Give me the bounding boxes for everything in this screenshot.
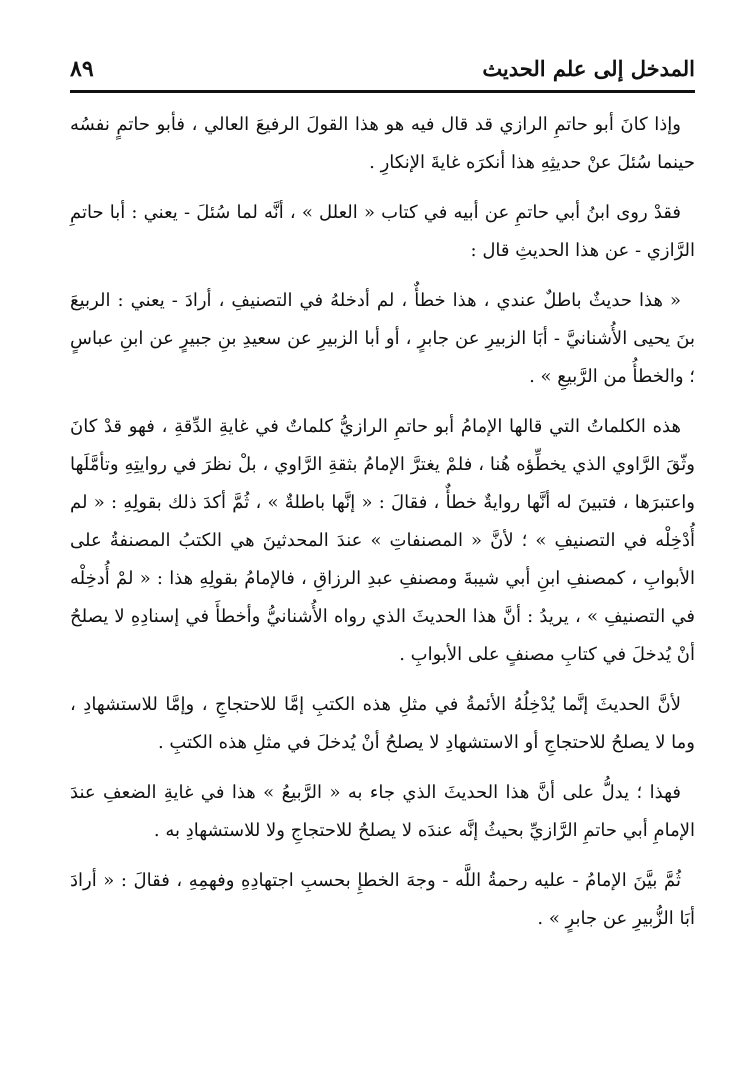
paragraph-3: « هذا حديثٌ باطلٌ عندي ، هذا خطأٌ ، لم أدخلهُ في التصنيفِ ، أرادَ - يعني : الربيعَ بنَ يحيى الأُشنانيَّ - أبَا الزبيرِ عن جابرٍ ، أو أبا الزبيرِ عن سعيدِ بنِ جبيرٍ عن ابنِ عباسٍ ؛ والخطأُ من الرَّبيعِ » . — [70, 290, 695, 387]
paragraph-6: فهذا ؛ يدلُّ على أنَّ هذا الحديثَ الذي جاء به « الرَّبيعُ » هذا في غايةِ الضعفِ عندَ الإمامِ أبي حاتمِ الرَّازيِّ بحيثُ إنَّه عندَه لا يصلحُ للاحتجاجِ ولا للاستشهادِ به . — [70, 782, 695, 841]
book-page — [70, 50, 695, 929]
paragraph-4: هذه الكلماتُ التي قالها الإمامُ أبو حاتمِ الرازيُّ كلماتٌ في غايةِ الدِّقةِ ، فهو قدْ كانَ وثّقَ الرَّاوي الذي يخطِّؤه هُنا ، فلمْ يغترَّ الإمامُ بثقةِ الرَّاوي ، بلْ نظرَ في روايتِهِ وتأمَّلَها واعتبرَها ، فتبينَ له أنَّها روايةٌ خطأٌ ، فقالَ : « إنَّها باطلةٌ » ، ثُمَّ أكدَ ذلك بقولِهِ : « لم أُدْخِلْه في التصنيفِ » ؛ لأنَّ « المصنفاتِ » عندَ المحدثينَ هي الكتبُ المصنفةُ على الأبوابِ ، كمصنفِ ابنِ أبي شيبةَ ومصنفِ عبدِ الرزاقِ ، فالإمامُ بقولِهِ هذا : « لمْ أُدخِلْه في التصنيفِ » ، يريدُ : أنَّ هذا الحديثَ الذي رواه الأُشنانيُّ وأخطأَ في إسنادِهِ لا يصلحُ أنْ يُدخلَ في كتابِ مصنفٍ على الأبوابِ . — [70, 416, 695, 665]
page-number: ٨٩ — [70, 56, 94, 82]
running-header — [70, 50, 695, 88]
header-rule — [70, 90, 695, 93]
paragraph-2: فقدْ روى ابنُ أبي حاتمِ عن أبيه في كتاب « العلل » ، أنَّه لما سُئلَ - يعني : أبا حاتمِ الرَّازي - عن هذا الحديثِ قال : — [70, 202, 695, 261]
body-text — [70, 106, 695, 948]
running-head-title: المدخل إلى علم الحديث — [482, 56, 695, 81]
paragraph-1: وإذا كانَ أبو حاتمِ الرازي قد قال فيه هو هذا القولَ الرفيعَ العالي ، فأبو حاتمٍ نفسُه حينما سُئلَ عنْ حديثِهِ هذا أنكرَه غايةَ الإنكارِ . — [70, 114, 695, 173]
paragraph-7: ثُمَّ بيَّنَ الإمامُ - عليه رحمةُ اللَّه - وجهَ الخطإِ بحسبِ اجتهادِهِ وفهمِهِ ، فقالَ : « أرادَ أبَا الزُّبيرِ عن جابرٍ » . — [70, 870, 695, 929]
paragraph-5: لأنَّ الحديثَ إنَّما يُدْخِلُهُ الأئمةُ في مثلِ هذه الكتبِ إمَّا للاحتجاجِ ، وإمَّا للاستشهادِ ، وما لا يصلحُ للاحتجاجِ أو الاستشهادِ لا يصلحُ أنْ يُدخلَ في مثلِ هذه الكتبِ . — [70, 694, 695, 753]
